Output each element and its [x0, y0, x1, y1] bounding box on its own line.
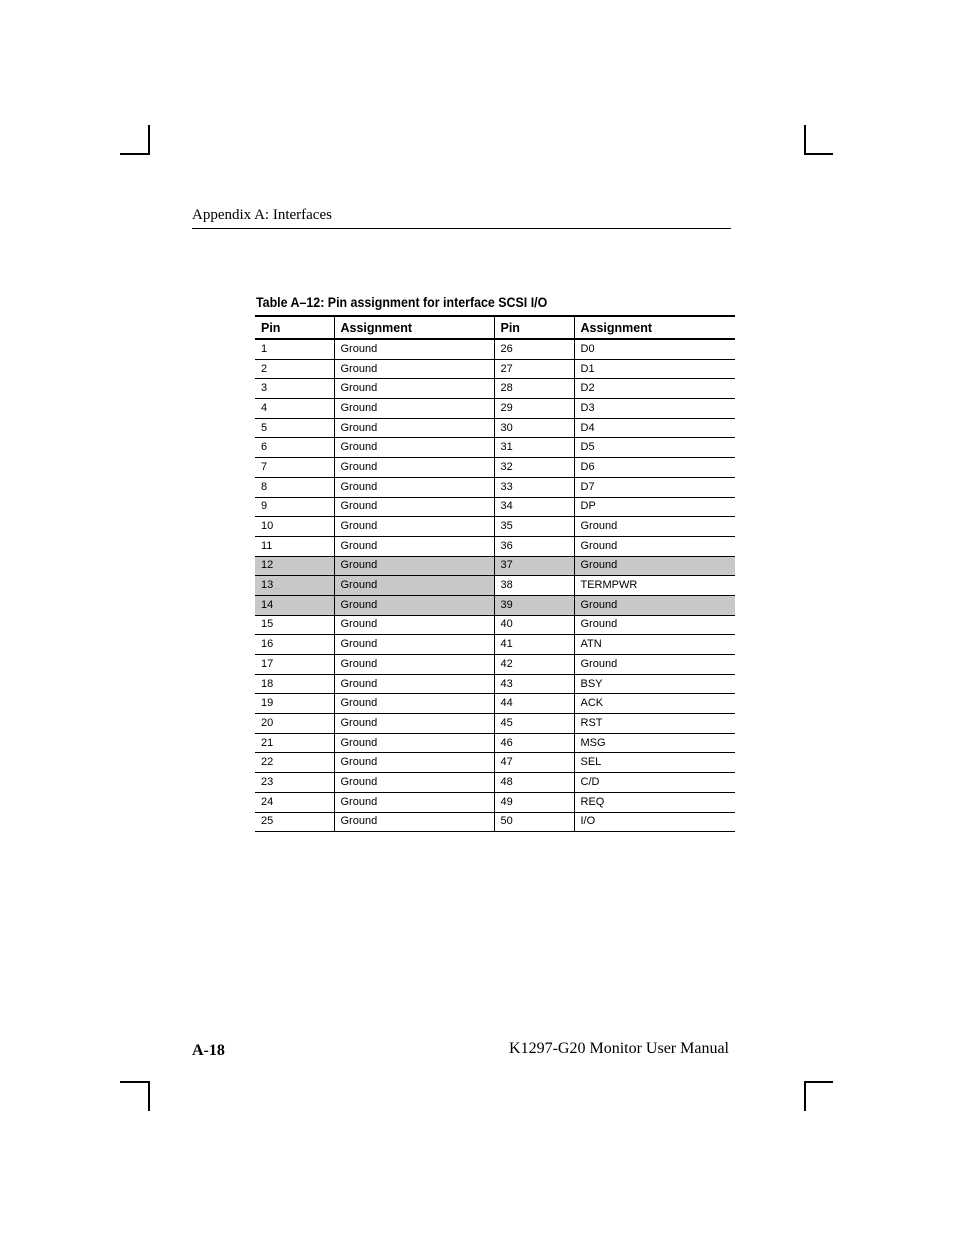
assignment-cell: D0 [574, 339, 735, 359]
manual-title: K1297-G20 Monitor User Manual [509, 1040, 729, 1057]
assignment-cell: Ground [574, 595, 735, 615]
assignment-cell: Ground [574, 556, 735, 576]
table-row [255, 674, 735, 694]
pin-cell: 27 [494, 359, 574, 379]
assignment-cell: Ground [334, 458, 494, 478]
table-header-row [255, 316, 735, 339]
pin-cell: 49 [494, 792, 574, 812]
pin-cell: 50 [494, 812, 574, 832]
table-row [255, 635, 735, 655]
column-header-assignment: Assignment [574, 316, 735, 339]
assignment-cell: Ground [334, 418, 494, 438]
pin-cell: 31 [494, 438, 574, 458]
pin-cell: 29 [494, 399, 574, 419]
assignment-cell: Ground [334, 477, 494, 497]
column-header-assignment: Assignment [334, 316, 494, 339]
assignment-cell: Ground [334, 694, 494, 714]
table-row [255, 556, 735, 576]
header-rule [192, 228, 731, 229]
pin-cell: 3 [255, 379, 334, 399]
assignment-cell: Ground [334, 674, 494, 694]
table-row [255, 497, 735, 517]
table-row [255, 753, 735, 773]
pin-cell: 46 [494, 733, 574, 753]
table-row [255, 655, 735, 675]
pin-cell: 47 [494, 753, 574, 773]
assignment-cell: Ground [334, 714, 494, 734]
pin-cell: 1 [255, 339, 334, 359]
column-header-pin: Pin [494, 316, 574, 339]
table-row [255, 359, 735, 379]
assignment-cell: C/D [574, 773, 735, 793]
pin-cell: 22 [255, 753, 334, 773]
pin-cell: 37 [494, 556, 574, 576]
table-row [255, 477, 735, 497]
table-row [255, 773, 735, 793]
pin-cell: 43 [494, 674, 574, 694]
pin-cell: 2 [255, 359, 334, 379]
pin-cell: 48 [494, 773, 574, 793]
pin-cell: 44 [494, 694, 574, 714]
pin-cell: 26 [494, 339, 574, 359]
pin-cell: 21 [255, 733, 334, 753]
assignment-cell: RST [574, 714, 735, 734]
assignment-cell: Ground [334, 635, 494, 655]
pin-cell: 42 [494, 655, 574, 675]
assignment-cell: Ground [334, 517, 494, 537]
assignment-cell: Ground [334, 536, 494, 556]
table-row [255, 595, 735, 615]
table-row [255, 399, 735, 419]
table-row [255, 418, 735, 438]
assignment-cell: D7 [574, 477, 735, 497]
assignment-cell: Ground [334, 615, 494, 635]
pin-cell: 35 [494, 517, 574, 537]
pin-cell: 12 [255, 556, 334, 576]
pin-cell: 39 [494, 595, 574, 615]
assignment-cell: D4 [574, 418, 735, 438]
pin-cell: 14 [255, 595, 334, 615]
assignment-cell: D3 [574, 399, 735, 419]
table-row [255, 615, 735, 635]
assignment-cell: Ground [334, 438, 494, 458]
pin-cell: 28 [494, 379, 574, 399]
assignment-cell: SEL [574, 753, 735, 773]
pin-cell: 45 [494, 714, 574, 734]
pin-cell: 32 [494, 458, 574, 478]
pin-cell: 13 [255, 576, 334, 596]
assignment-cell: Ground [574, 536, 735, 556]
table-row [255, 733, 735, 753]
assignment-cell: D1 [574, 359, 735, 379]
crop-mark-bottom-right-vertical [804, 1081, 806, 1111]
pin-cell: 9 [255, 497, 334, 517]
crop-mark-top-right-horizontal [804, 153, 833, 155]
pin-cell: 8 [255, 477, 334, 497]
pin-cell: 33 [494, 477, 574, 497]
table-row [255, 694, 735, 714]
assignment-cell: Ground [334, 812, 494, 832]
assignment-cell: ATN [574, 635, 735, 655]
crop-mark-top-left-horizontal [120, 153, 150, 155]
assignment-cell: Ground [574, 615, 735, 635]
assignment-cell: Ground [334, 595, 494, 615]
table-row [255, 714, 735, 734]
table-row [255, 576, 735, 596]
pin-cell: 6 [255, 438, 334, 458]
assignment-cell: D6 [574, 458, 735, 478]
pin-cell: 36 [494, 536, 574, 556]
pin-cell: 40 [494, 615, 574, 635]
assignment-cell: Ground [334, 773, 494, 793]
assignment-cell: REQ [574, 792, 735, 812]
assignment-cell: Ground [334, 339, 494, 359]
pin-cell: 25 [255, 812, 334, 832]
pin-cell: 11 [255, 536, 334, 556]
assignment-cell: I/O [574, 812, 735, 832]
pin-cell: 20 [255, 714, 334, 734]
assignment-cell: D5 [574, 438, 735, 458]
table-row [255, 458, 735, 478]
pin-cell: 7 [255, 458, 334, 478]
crop-mark-top-left-vertical [148, 125, 150, 155]
assignment-cell: Ground [334, 399, 494, 419]
table-row [255, 379, 735, 399]
table-row [255, 812, 735, 832]
page-number: A-18 [192, 1042, 225, 1059]
assignment-cell: Ground [334, 379, 494, 399]
pin-cell: 41 [494, 635, 574, 655]
pin-cell: 18 [255, 674, 334, 694]
pin-cell: 30 [494, 418, 574, 438]
assignment-cell: BSY [574, 674, 735, 694]
pin-assignment-table [255, 315, 735, 832]
table-row [255, 792, 735, 812]
crop-mark-bottom-left-vertical [148, 1081, 150, 1111]
pin-cell: 17 [255, 655, 334, 675]
assignment-cell: Ground [334, 753, 494, 773]
crop-mark-top-right-vertical [804, 125, 806, 155]
column-header-pin: Pin [255, 316, 334, 339]
assignment-cell: Ground [334, 792, 494, 812]
assignment-cell: ACK [574, 694, 735, 714]
assignment-cell: Ground [334, 733, 494, 753]
assignment-cell: Ground [574, 655, 735, 675]
pin-cell: 4 [255, 399, 334, 419]
pin-cell: 34 [494, 497, 574, 517]
table-body [255, 339, 735, 832]
assignment-cell: D2 [574, 379, 735, 399]
assignment-cell: Ground [334, 497, 494, 517]
crop-mark-bottom-left-horizontal [120, 1081, 150, 1083]
pin-cell: 24 [255, 792, 334, 812]
pin-cell: 23 [255, 773, 334, 793]
assignment-cell: Ground [334, 359, 494, 379]
table-row [255, 536, 735, 556]
pin-cell: 10 [255, 517, 334, 537]
assignment-cell: Ground [574, 517, 735, 537]
assignment-cell: Ground [334, 556, 494, 576]
table-row [255, 438, 735, 458]
assignment-cell: TERMPWR [574, 576, 735, 596]
assignment-cell: Ground [334, 655, 494, 675]
assignment-cell: DP [574, 497, 735, 517]
pin-cell: 38 [494, 576, 574, 596]
table-row [255, 517, 735, 537]
pin-cell: 5 [255, 418, 334, 438]
crop-mark-bottom-right-horizontal [804, 1081, 833, 1083]
assignment-cell: MSG [574, 733, 735, 753]
assignment-cell: Ground [334, 576, 494, 596]
pin-cell: 19 [255, 694, 334, 714]
pin-cell: 15 [255, 615, 334, 635]
table-caption: Table A–12: Pin assignment for interface SCSI I/O [256, 295, 548, 310]
pin-cell: 16 [255, 635, 334, 655]
table-row [255, 339, 735, 359]
running-head: Appendix A: Interfaces [192, 207, 332, 223]
